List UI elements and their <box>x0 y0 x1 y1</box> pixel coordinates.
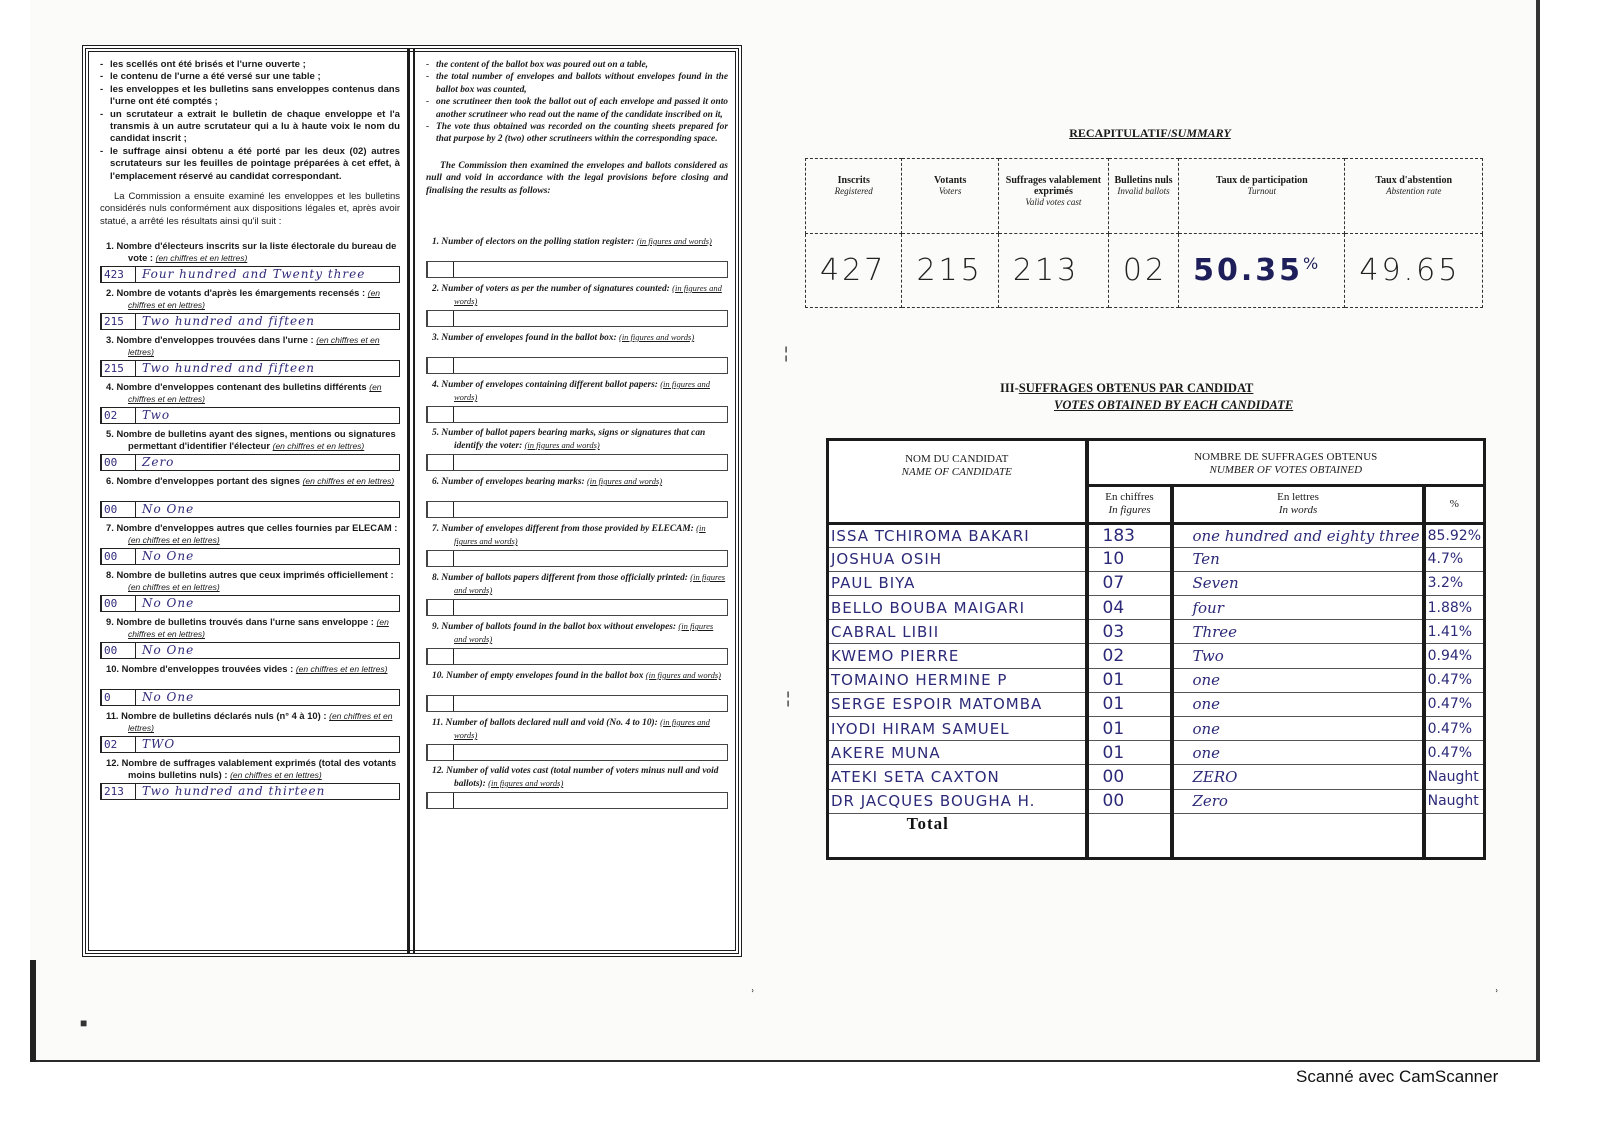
camscanner-watermark: Scanné avec CamScanner <box>1296 1067 1499 1086</box>
candidate-name: IYODI HIRAM SAMUEL <box>829 717 1087 741</box>
results-items-en <box>426 235 728 809</box>
section-number: III- <box>1000 381 1019 395</box>
figure-field[interactable]: 213 <box>102 784 136 799</box>
votes-percent: Naught <box>1424 789 1483 813</box>
result-item-label: 10. Number of empty envelopes found in the ballot box (in figures and words) <box>432 670 721 682</box>
header-invalid-ballots: Bulletins nuls Invalid ballots <box>1108 159 1178 234</box>
result-entry-box[interactable] <box>426 310 728 327</box>
result-item <box>426 282 728 327</box>
counting-form <box>82 45 742 957</box>
votes-percent: 0.47% <box>1424 668 1483 692</box>
result-item-label: 2. Number of voters as per the number of signatures counted: (in figures and words) <box>432 283 722 307</box>
figure-field[interactable] <box>428 358 454 373</box>
candidate-name: DR JACQUES BOUGHA H. <box>829 789 1087 813</box>
votes-percent: 0.47% <box>1424 741 1483 765</box>
figure-field[interactable]: 215 <box>102 361 136 376</box>
votes-in-words: one <box>1172 668 1423 692</box>
result-item <box>426 620 728 665</box>
procedure-step: - le contenu de l'urne a été versé sur une table ; <box>100 71 400 83</box>
words-field[interactable] <box>454 600 727 615</box>
result-item <box>100 569 400 612</box>
figure-field[interactable] <box>428 455 454 470</box>
candidate-row <box>829 547 1483 571</box>
result-entry-box[interactable] <box>100 501 400 518</box>
votes-in-figures: 01 <box>1087 692 1173 716</box>
result-item-label: 10. Nombre d'enveloppes trouvées vides : (en chiffres et en lettres) <box>106 663 388 675</box>
procedure-list-en <box>426 59 728 146</box>
votes-table-frame <box>826 438 1486 860</box>
words-field[interactable] <box>454 551 727 566</box>
figure-field[interactable] <box>428 745 454 760</box>
result-item-label: 4. Number of envelopes containing different ballot papers: (in figures and words) <box>432 379 710 403</box>
registered-value: 427 <box>806 234 902 308</box>
procedure-step: - the total number of envelopes and ballots without envelopes found in the ballot box was counted, <box>426 71 728 96</box>
votes-in-figures: 00 <box>1087 765 1173 789</box>
summary-value-row <box>806 234 1483 308</box>
words-field[interactable]: Two <box>142 408 171 423</box>
result-item <box>100 428 400 471</box>
result-item-label: 11. Nombre de bulletins déclarés nuls (n° 4 à 10) : (en chiffres et en lettres) <box>106 710 393 734</box>
invalid-ballots-value: 02 <box>1108 234 1178 308</box>
votes-in-figures: 01 <box>1087 668 1173 692</box>
votes-in-figures: 04 <box>1087 596 1173 620</box>
summary-header-row <box>806 159 1483 234</box>
candidate-name: PAUL BIYA <box>829 571 1087 595</box>
header-valid-votes: Suffrages valablement exprimés Valid votes cast <box>998 159 1108 234</box>
result-item <box>100 710 400 753</box>
result-item-label: 9. Number of ballots found in the ballot box without envelopes: (in figures and words) <box>432 621 714 645</box>
result-item-label: 12. Nombre de suffrages valablement exprimés (total des votants moins bulletins nuls) : (en chiffres et en lettres) <box>106 757 397 781</box>
words-field[interactable] <box>454 696 727 711</box>
result-entry-box[interactable] <box>426 261 728 278</box>
total-figures <box>1087 813 1173 859</box>
candidate-row <box>829 717 1483 741</box>
result-item-label: 8. Number of ballots papers different from those officially printed: (in figures and words) <box>432 572 726 596</box>
votes-table <box>829 441 1483 859</box>
result-item <box>426 331 728 374</box>
figure-field[interactable]: 00 <box>102 643 136 658</box>
commission-paragraph-fr: La Commission a ensuite examiné les enveloppes et les bulletins considérés nuls conformément aux dispositions légales et, après avoir statué, a arrêté les résultats ainsi qu'il suit : <box>100 191 400 227</box>
result-item <box>426 716 728 761</box>
votes-in-figures: 07 <box>1087 571 1173 595</box>
voters-value: 215 <box>902 234 998 308</box>
figure-field[interactable]: 00 <box>102 502 136 517</box>
figure-field[interactable] <box>428 502 454 517</box>
procedure-step: - The vote thus obtained was recorded on the counting sheets prepared for that purpose by 2 (two) other scrutineers within the corresponding space. <box>426 121 728 146</box>
votes-in-words: ZERO <box>1172 765 1423 789</box>
scan-mark: ¦ <box>784 345 789 362</box>
result-entry-box[interactable] <box>100 407 400 424</box>
header-in-words: En lettres In words <box>1172 485 1423 523</box>
result-item-label: 3. Nombre d'enveloppes trouvées dans l'urne : (en chiffres et en lettres) <box>106 334 380 358</box>
result-item-label: 4. Nombre d'enveloppes contenant des bulletins différents (en chiffres et en lettres) <box>106 381 382 405</box>
figure-field[interactable] <box>428 649 454 664</box>
votes-rows <box>829 523 1483 859</box>
votes-in-words: one <box>1172 741 1423 765</box>
figure-field[interactable] <box>428 600 454 615</box>
procedure-step: - un scrutateur a extrait le bulletin de chaque enveloppe et l'a transmis à un autre scrutateur qui a lu à haute voix le nom du candidat inscrit ; <box>100 109 400 146</box>
result-item <box>100 334 400 377</box>
votes-percent: 0.47% <box>1424 692 1483 716</box>
words-field[interactable] <box>454 262 727 277</box>
result-item <box>426 475 728 518</box>
votes-in-figures: 01 <box>1087 741 1173 765</box>
words-field[interactable]: No One <box>142 596 195 611</box>
result-item <box>100 381 400 424</box>
result-item <box>100 475 400 518</box>
result-item <box>426 522 728 567</box>
votes-in-words: Two <box>1172 644 1423 668</box>
candidate-row <box>829 668 1483 692</box>
summary-table <box>805 158 1483 308</box>
votes-in-words: Zero <box>1172 789 1423 813</box>
candidate-row <box>829 596 1483 620</box>
paper-edge-shadow <box>30 960 36 1062</box>
result-item <box>426 378 728 423</box>
votes-percent: 0.94% <box>1424 644 1483 668</box>
candidate-row <box>829 765 1483 789</box>
header-percent: % <box>1424 485 1483 523</box>
figure-field[interactable]: 0 <box>102 690 136 705</box>
votes-in-figures: 00 <box>1087 789 1173 813</box>
votes-percent: 1.41% <box>1424 620 1483 644</box>
words-field[interactable]: TWO <box>142 737 176 752</box>
result-entry-box[interactable] <box>100 736 400 753</box>
votes-title-en: VOTES OBTAINED BY EACH CANDIDATE <box>1054 398 1294 412</box>
words-field[interactable]: Zero <box>142 455 175 470</box>
total-row <box>829 813 1483 859</box>
candidate-name: CABRAL LIBII <box>829 620 1087 644</box>
figure-field[interactable] <box>428 793 454 808</box>
votes-percent: Naught <box>1424 765 1483 789</box>
candidate-name: KWEMO PIERRE <box>829 644 1087 668</box>
votes-percent: 85.92% <box>1424 523 1483 547</box>
votes-in-figures: 01 <box>1087 717 1173 741</box>
abstention-value: 49.65 <box>1345 234 1483 308</box>
figure-field[interactable]: 00 <box>102 549 136 564</box>
result-item-label: 3. Number of envelopes found in the ballot box: (in figures and words) <box>432 332 695 344</box>
votes-percent: 3.2% <box>1424 571 1483 595</box>
words-field[interactable] <box>454 455 727 470</box>
result-item <box>100 616 400 659</box>
scan-mark: ˒ <box>1494 980 1500 997</box>
words-field[interactable] <box>454 358 727 373</box>
result-item <box>100 757 400 800</box>
total-percent <box>1424 813 1483 859</box>
votes-title-fr: SUFFRAGES OBTENUS PAR CANDIDAT <box>1018 381 1254 395</box>
candidate-name: BELLO BOUBA MAIGARI <box>829 596 1087 620</box>
words-field[interactable]: Two hundred and fifteen <box>142 361 315 376</box>
votes-in-words: one <box>1172 692 1423 716</box>
result-item <box>426 571 728 616</box>
votes-in-words: Three <box>1172 620 1423 644</box>
form-column-french <box>90 55 408 947</box>
figure-field[interactable]: 02 <box>102 408 136 423</box>
result-entry-box[interactable] <box>426 792 728 809</box>
candidate-row <box>829 741 1483 765</box>
result-entry-box[interactable] <box>100 783 400 800</box>
result-entry-box[interactable] <box>100 595 400 612</box>
figure-field[interactable]: 00 <box>102 455 136 470</box>
summary-title-en: SUMMARY <box>1170 126 1231 140</box>
candidate-row <box>829 644 1483 668</box>
votes-section-title <box>1000 380 1340 414</box>
procedure-step: - le suffrage ainsi obtenu a été porté par les deux (02) autres scrutateurs sur les feuilles de pointage préparées à cet effet, à l'emplacement réservé au candidat correspondant. <box>100 146 400 183</box>
words-field[interactable] <box>454 311 727 326</box>
candidate-name: TOMAINO HERMINE P <box>829 668 1087 692</box>
votes-in-figures: 03 <box>1087 620 1173 644</box>
words-field[interactable]: Four hundred and Twenty three <box>142 267 366 282</box>
procedure-list-fr <box>100 59 400 183</box>
scan-mark: ¦ <box>786 690 791 707</box>
header-registered: Inscrits Registered <box>806 159 902 234</box>
words-field[interactable]: Two hundred and fifteen <box>142 314 315 329</box>
figure-field[interactable] <box>428 696 454 711</box>
result-entry-box[interactable] <box>426 454 728 471</box>
result-item-label: 1. Number of electors on the polling station register: (in figures and words) <box>432 236 712 248</box>
candidate-name: AKERE MUNA <box>829 741 1087 765</box>
words-field[interactable]: Two hundred and thirteen <box>142 784 326 799</box>
result-item-label: 5. Number of ballot papers bearing marks, signs or signatures that can identify the voter: (in figures and words) <box>432 428 706 452</box>
votes-in-figures: 02 <box>1087 644 1173 668</box>
column-divider <box>407 49 415 953</box>
result-entry-box[interactable] <box>426 599 728 616</box>
figure-field[interactable]: 423 <box>102 267 136 282</box>
candidate-name: ATEKI SETA CAXTON <box>829 765 1087 789</box>
result-item-label: 7. Number of envelopes different from those provided by ELECAM: (in figures and words) <box>432 523 706 547</box>
result-item-label: 2. Nombre de votants d'après les émargements recensés : (en chiffres et en lettres) <box>106 287 381 311</box>
words-field[interactable] <box>454 745 727 760</box>
scan-mark: ˒ <box>750 980 756 997</box>
votes-in-words: one hundred and eighty three <box>1172 523 1423 547</box>
result-item-label: 9. Nombre de bulletins trouvés dans l'urne sans enveloppe : (en chiffres et en lettres) <box>106 616 389 640</box>
votes-percent: 1.88% <box>1424 596 1483 620</box>
candidate-row <box>829 692 1483 716</box>
result-item <box>100 522 400 565</box>
header-in-figures: En chiffres In figures <box>1087 485 1173 523</box>
candidate-name: SERGE ESPOIR MATOMBA <box>829 692 1087 716</box>
summary-title-fr: RECAPITULATIF/ <box>1069 126 1171 140</box>
result-entry-box[interactable] <box>100 642 400 659</box>
words-field[interactable] <box>454 502 727 517</box>
result-item <box>100 287 400 330</box>
result-entry-box[interactable] <box>426 695 728 712</box>
result-entry-box[interactable] <box>426 501 728 518</box>
votes-in-words: one <box>1172 717 1423 741</box>
candidate-row <box>829 523 1483 547</box>
result-entry-box[interactable] <box>100 548 400 565</box>
votes-percent: 4.7% <box>1424 547 1483 571</box>
result-entry-box[interactable] <box>426 550 728 567</box>
total-label: Total <box>829 813 1087 859</box>
candidate-row <box>829 620 1483 644</box>
result-item-label: 1. Nombre d'électeurs inscrits sur la liste électorale du bureau de vote : (en chiffres et en lettres) <box>106 240 397 264</box>
result-entry-box[interactable] <box>426 406 728 423</box>
result-item-label: 6. Number of envelopes bearing marks: (in figures and words) <box>432 476 663 488</box>
result-entry-box[interactable] <box>100 360 400 377</box>
figure-field[interactable] <box>428 262 454 277</box>
votes-percent: 0.47% <box>1424 717 1483 741</box>
procedure-step: - les scellés ont été brisés et l'urne ouverte ; <box>100 59 400 71</box>
figure-field[interactable]: 215 <box>102 314 136 329</box>
header-turnout: Taux de participation Turnout <box>1179 159 1345 234</box>
result-item-label: 7. Nombre d'enveloppes autres que celles fournies par ELECAM : (en chiffres et en lettres) <box>106 522 398 546</box>
result-item <box>426 235 728 278</box>
summary-title <box>1000 126 1300 141</box>
result-entry-box[interactable] <box>426 744 728 761</box>
result-entry-box[interactable] <box>100 266 400 283</box>
result-item-label: 6. Nombre d'enveloppes portant des signes (en chiffres et en lettres) <box>106 475 395 487</box>
result-entry-box[interactable] <box>100 689 400 706</box>
votes-in-words: Ten <box>1172 547 1423 571</box>
procedure-step: - one scrutineer then took the ballot out of each envelope and passed it onto another scrutineer who read out the name of the candidate inscribed on it, <box>426 96 728 121</box>
header-abstention: Taux d'abstention Abstention rate <box>1345 159 1483 234</box>
words-field[interactable]: No One <box>142 690 195 705</box>
result-item-label: 11. Number of ballots declared null and void (No. 4 to 10): (in figures and words) <box>432 717 710 741</box>
scan-dot: ■ <box>80 1016 88 1030</box>
result-item <box>426 427 728 471</box>
words-field[interactable]: No One <box>142 643 195 658</box>
figure-field[interactable]: 02 <box>102 737 136 752</box>
form-column-english <box>416 55 736 947</box>
result-item <box>100 240 400 283</box>
figure-field[interactable] <box>428 311 454 326</box>
candidate-row <box>829 571 1483 595</box>
words-field[interactable]: No One <box>142 549 195 564</box>
votes-in-figures: 183 <box>1087 523 1173 547</box>
header-voters: Votants Voters <box>902 159 998 234</box>
header-votes-obtained: NOMBRE DE SUFFRAGES OBTENUS NUMBER OF VOTES OBTAINED <box>1087 441 1483 485</box>
turnout-value: 50.35% <box>1179 234 1345 308</box>
result-entry-box[interactable] <box>100 454 400 471</box>
votes-in-words: Seven <box>1172 571 1423 595</box>
result-entry-box[interactable] <box>426 357 728 374</box>
header-candidate-name: NOM DU CANDIDAT NAME OF CANDIDATE <box>829 441 1087 523</box>
candidate-row <box>829 789 1483 813</box>
valid-votes-value: 213 <box>998 234 1108 308</box>
words-field[interactable] <box>454 649 727 664</box>
result-item-label: 12. Number of valid votes cast (total number of voters minus null and void ballots): (in figures and words) <box>432 766 719 790</box>
procedure-step: - the content of the ballot box was poured out on a table, <box>426 59 728 71</box>
procedure-step: - les enveloppes et les bulletins sans enveloppes contenus dans l'urne ont été comptés ; <box>100 84 400 109</box>
result-item-label: 5. Nombre de bulletins ayant des signes, mentions ou signatures permettant d'identifier l'électeur (en chiffres et en lettres) <box>106 428 396 452</box>
result-item-label: 8. Nombre de bulletins autres que ceux imprimés officiellement : (en chiffres et en lettres) <box>106 569 394 593</box>
figure-field[interactable]: 00 <box>102 596 136 611</box>
words-field[interactable]: No One <box>142 502 195 517</box>
result-item <box>426 765 728 809</box>
votes-in-figures: 10 <box>1087 547 1173 571</box>
figure-field[interactable] <box>428 407 454 422</box>
total-words <box>1172 813 1423 859</box>
results-items-fr <box>100 240 400 800</box>
figure-field[interactable] <box>428 551 454 566</box>
result-entry-box[interactable] <box>426 648 728 665</box>
result-entry-box[interactable] <box>100 313 400 330</box>
candidate-name: JOSHUA OSIH <box>829 547 1087 571</box>
votes-in-words: four <box>1172 596 1423 620</box>
commission-paragraph-en: The Commission then examined the envelopes and ballots considered as null and void in accordance with the legal provisions before closing and finalising the results as follows: <box>426 160 728 196</box>
result-item <box>426 669 728 712</box>
words-field[interactable] <box>454 793 727 808</box>
words-field[interactable] <box>454 407 727 422</box>
candidate-name: ISSA TCHIROMA BAKARI <box>829 523 1087 547</box>
result-item <box>100 663 400 706</box>
